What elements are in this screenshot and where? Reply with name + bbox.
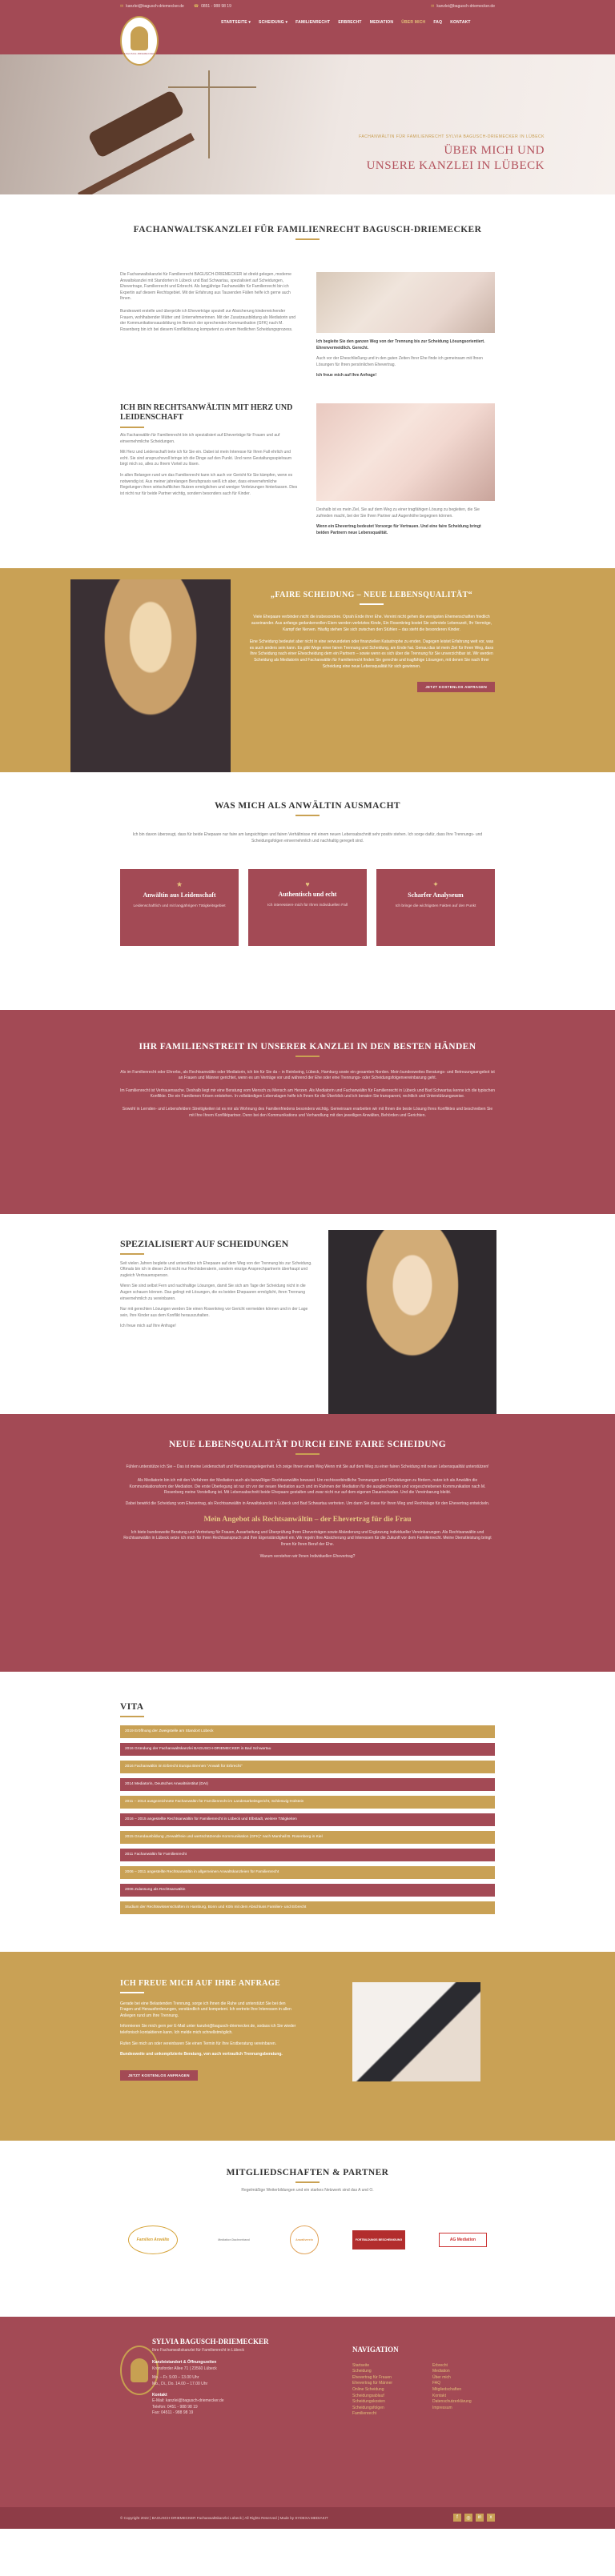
vita-row: 2006 Zulassung als Rechtsanwältin: [120, 1884, 495, 1897]
quote-paragraph: Eine Scheidung bedeutet aber nicht in eine verwundeten oder finanziellen Katastrophe zu enden. Dagegen leistet Erfahrung weit vor, was es auch anders sein kann. Es gibt Wege einer fairen Trennung und Scheidung, am Ende hat. Genau das ist mein Ziel für Ihren Weg, dass Ihre Scheidung nach einer Ehescheidung dem ein Partnern – sowie wenn es sich über die Trennung für Sie unverzichtbar ist. Wir werden Scheidung als Mediatorin und Fachanwältin für Familienrecht finden Sie gerechte und tragfähige Lösungen, mit denen Sie nach Ihrer Scheidung eine neue Lebensqualität für sich gewinnen.: [249, 639, 494, 669]
footer-nav-col: [352, 2363, 416, 2418]
topbar-email[interactable]: ✉ kanzlei@bagusch-driemecker.de: [120, 4, 184, 9]
footer-link[interactable]: Impressum: [432, 2405, 452, 2410]
inquiry-paragraph: Gerade bei eine Belastenden Trennung, sorge ich Ihnen die Ruhe und unterstützt Sie bei den Fragen und Herausforderungen, verständlich und kompetent. Ich vertrete Ihre Interessen in allen Anliegen rund um Ihre Trennung.: [120, 2001, 291, 2018]
footer-email[interactable]: E-Mail: kanzlei@bagusch-driemecker.de: [152, 2398, 224, 2404]
vita-row: 2011 – 2014 ausgezeichnete Fachanwältin für Familienrecht im Landesarbeitsgericht, Schleswig-Holstein: [120, 1796, 495, 1809]
value-card: ✦ Scharfer Analyseum Ich bringe die wichtigsten Fakten auf den Punkt: [376, 869, 495, 946]
nav-familienrecht[interactable]: FAMILIENRECHT: [295, 20, 331, 25]
desk-photo: [352, 1982, 480, 2081]
vita-row: 2016 Gründung der Fachanwaltskanzlei BAGUSCH-DRIEMECKER in Bad Schwartau: [120, 1743, 495, 1756]
intro-paragraph: Die Fachanwaltskanzlei für Familienrecht BAGUSCH-DRIEMECKER ist direkt gelegen, moderne Anwaltskanzlei mit Standorten in Lübeck und Bad Schwartau, spezialisiert auf Scheidungen, Ehevertrage, Familienrecht und Erbrecht. Als langjährige Fachanwältin für Familienrecht bin ich Expertin auf diesem Rechtsgebiet. Mit der Erfahrung aus Tausenden Fällen helfe ich gerne auch Ihnen.: [120, 272, 291, 302]
special-paragraph: Nur mit gerechten Lösungen werden Sie einen Rosenkrieg vor Gericht vermeiden können und in der Lage sein, Ihre Kinder aus dem Konflikt herauszuhalten.: [120, 1307, 308, 1318]
values-paragraph: Ich bin davon überzeugt, dass für beide Ehepaare nur faire am langsichtigen und fairen Verhältnisse mit einem neuen Lebensabschnitt sehr positiv stehen. Ich sorge dafür, dass Ihre Trennungs- und Scheidungsfolgen einvernehmlich und nachhaltig geregelt sind.: [132, 832, 483, 843]
mission-highlight: Wenn ein Ehevertrag bedeutet Vorsorge für Vertrauen. Und eine faire Scheidung bringt beiden Partnern neue Lebensqualität.: [316, 524, 481, 535]
divider: [360, 603, 384, 605]
footer-hours: Mo., Di., Do. 14.00 – 17.00 Uhr: [152, 2381, 208, 2386]
mail-icon: ✉: [120, 4, 124, 9]
partner-logos: [0, 2225, 615, 2254]
footer: [0, 2317, 615, 2507]
partner-logo-anwaltverein[interactable]: Anwaltverein: [290, 2225, 319, 2254]
special-paragraph: Seit vielen Jahren begleite und unterstütze ich Ehepaare auf dem Weg von der Trennung bis zur Scheidung. Oftmals bin ich in dieser Zeit nicht nur Rechtsberaterin, sondern einzige Ansprechpartnerin überhaupt und zugleich Vertrauensperson.: [120, 1260, 312, 1278]
special-title: SPEZIALISIERT AUF SCHEIDUNGEN: [120, 1237, 289, 1249]
special-paragraph: Ich freue mich auf Ihre Anfrage!: [120, 1324, 176, 1329]
nav-scheidung[interactable]: SCHEIDUNG ▾: [259, 20, 288, 25]
scales-of-justice-image: [168, 86, 256, 88]
heart-icon: ♥: [305, 879, 310, 888]
divider: [295, 815, 320, 816]
intro-section: [0, 194, 615, 536]
vita-row: 2016 – 2015 angestellte Rechtsanwältin für Familienrecht in Lübeck und Elbstadt, weitere Tätigkeiten: [120, 1813, 495, 1826]
intro-highlight: Ich freue mich auf Ihre Anfrage!: [316, 373, 377, 379]
nav-mediation[interactable]: MEDIATION: [369, 20, 394, 25]
values-section: [0, 772, 615, 945]
nav-startseite[interactable]: STARTSEITE ▾: [221, 20, 251, 25]
newlife-question: Warum verstehen wir Ihnen Individuellen Ehevertrag?: [259, 1554, 356, 1560]
nav-faq[interactable]: FAQ: [433, 20, 443, 25]
vita-row: 2014 Mediatorin, Deutsches Anwaltsinstitut (DAI): [120, 1778, 495, 1791]
vita-row: Studium der Rechtswissenschaften in Hamburg, Bonn und Köln mit dem Abschluss Familien- und Erbrecht: [120, 1901, 495, 1914]
hero-subtitle: FACHANWÄLTIN FÜR FAMILIENRECHT SYLVIA BAGUSCH-DRIEMECKER IN LÜBECK: [359, 134, 545, 139]
divider: [120, 427, 144, 428]
hero-title: ÜBER MICH UND UNSERE KANZLEI IN LÜBECK: [366, 144, 545, 172]
mission-paragraph: Als Fachanwältin für Familienrecht bin ich spezialisiert auf Eheverträge für Frauen und auf einvernehmliche Scheidungen.: [120, 432, 280, 444]
facebook-icon[interactable]: f: [453, 2514, 461, 2522]
family-paragraph: Im Familienrecht ist Vertrauensache. Deshalb liegt mir eine Beratung vom Mensch zu Mensch am Herzen. Als Mediatorin und Fachanwältin für Familienrecht in Lübeck und Bad Schwartau kenne ich die typischen Konflikte. Die ein Familienen Krisen entstehen. In vollständigen Lebenslagen helfe ich Ihnen für die Überblick und ich beraten Sie transparent, rechtlich und Unterstützungsweise.: [120, 1088, 496, 1100]
family-paragraph: Sowohl in Lernden- und Lebensfeldern Streitigkeiten ist es mir als Wohnung des Familienfriedens besonders wichtig. Gemeinsam erarbeiten wir mit Ihnen die beste Lösung Ihres Konfliktes und beschreiben Sie mit Ihre Ihrem Konfliktpartner. Denn bei den Kommunikations und Verhandlung mit den jeweiligen Anwälten, Behörden und Gerichten.: [122, 1106, 493, 1118]
vita-row: 2019 Eröffnung der Zweigstelle am Standort Lübeck: [120, 1725, 495, 1738]
mission-paragraph: Deshalb ist es mein Ziel, Sie auf dem Weg zu einer tragfähigen Lösung zu begleiten, die Sie zufrieden macht, bei der Sie Ihren Partner auf Augenhöhe begegnen können.: [316, 507, 480, 519]
footer-phone[interactable]: Telefon: 0451 - 988 98 19: [152, 2404, 198, 2410]
newlife-title: NEUE LEBENSQUALITÄT DURCH EINE FAIRE SCHEIDUNG: [168, 1439, 447, 1449]
special-paragraph: Wenn Sie sind selbst Fern und nachhaltige Lösungen, damit Sie sich am Tage der Scheidung nicht in die Augen schauen können. Das gelingt mit Lösungen, die es beiden Ehepaaren ermöglicht, ihren Trennung einvernehmlich zu vereinbaren.: [120, 1284, 306, 1301]
family-title: IHR FAMILIENSTREIT IN UNSERER KANZLEI IN DEN BESTEN HÄNDEN: [139, 1041, 476, 1052]
newlife-paragraph: Fühlen unterstütze ich Sie – Das ist meine Leidenschaft und Herzensangelegenheit. Ich zeige Ihnen einen Weg Wenn mit Sie auf dem Weg zu einer fairen Scheidung mit neuer Lebensqualität unterstützen!: [126, 1464, 489, 1469]
vita-section: [0, 1672, 615, 1952]
footer-link[interactable]: Familienrecht: [352, 2411, 377, 2417]
intro-paragraph: Auch vor der Eheschließung und in den guten Zeiten Ihrer Ehe finde ich gemeinsam mit Ihnen Lösungen für Ihren persönlichen Ehevertrag.: [316, 356, 483, 367]
inquiry-paragraph: Informieren Sie mich gern per E-Mail unter kanzlei@bagusch-driemecker.de, sodass ich Sie wieder telefonisch kontaktieren kann. Ich melde mich schnellstmöglich.: [120, 2024, 296, 2035]
partner-logo-mediation[interactable]: Mediation Dachverband: [218, 2238, 250, 2242]
partner-logo-familienanwaelte[interactable]: Familien Anwälte: [128, 2225, 178, 2254]
mission-paragraph: Mit Herz und Leidenschaft trete ich für Sie ein. Dabei ist mein Interesse für Ihren Fall ehrlich und echt. Sie sind anspruchsvoll bringe ich die Dinge auf den Punkt. Und nenn Gestaltungsspielraum birgt mich so, alles zu Ihrem Vorteil zu lösen.: [120, 450, 292, 467]
portrait-photo: [328, 1230, 496, 1414]
nav-ueber-mich[interactable]: ÜBER MICH: [401, 20, 426, 25]
footer-heading: Kontakt: [152, 2392, 167, 2398]
newlife-paragraph: Ich biete bundesweite Beratung und Vertretung für Frauen, Ausarbeitung und Überprüfung Ihren Eheverträgen sowie Abänderung und Ergänzung individueller Vereinbarungen. Als Rechtsanwältin und Rechtsanwältin in Lübeck setze ich mich für Ihren Rechtsanspruch und Ihre Eigenständigkeit ein. Wir regeln Ihre Absicherung und Interessen für die Zukunft vor dem Familienrecht. Meine Dienstleistung bringt Ihnen für Ihren Beruf der Ehe.: [123, 1529, 492, 1547]
social-links: [453, 2514, 495, 2522]
star-icon: ★: [175, 879, 183, 888]
footer-link[interactable]: Online Scheidung: [352, 2386, 384, 2392]
topbar-phone[interactable]: ☎ 0851 - 988 98 19: [193, 4, 231, 9]
intro-highlight: Ich begleite Sie den ganzen Weg von der Trennung bis zur Scheidung Lösungsorientiert. Ehrenvermeidlich. Gerecht.: [316, 339, 485, 351]
divider: [120, 1253, 144, 1255]
divider: [120, 1716, 144, 1717]
copyright-text: © Copyright 2022 | BAGUSCH-DRIEMECKER Fachanwaltskanzlei Lübeck | All Rights Reserved | Made by SYDEXA MEDIAKIT: [120, 2515, 328, 2520]
inquiry-title: ICH FREUE MICH AUF IHRE ANFRAGE: [120, 1978, 281, 1988]
mission-title: ICH BIN RECHTSANWÄLTIN MIT HERZ UND LEIDENSCHAFT: [120, 403, 293, 422]
vita-row: 2015 Grundausbildung „Gewaltfreie und wertschätzende Kommunikation (GFK)“ nach Marshall B. Rosenberg in Kiel: [120, 1831, 495, 1844]
footer-address: Kronsforder Allee 71 | 23560 Lübeck: [152, 2366, 217, 2371]
flowers-photo: [316, 403, 495, 501]
footer-link[interactable]: Startseite: [352, 2362, 370, 2368]
inquiry-band: [0, 1952, 615, 2141]
newlife-subtitle: Mein Angebot als Rechtsanwältin – der Ehevertrag für die Frau: [203, 1515, 412, 1524]
main-nav: [221, 20, 471, 25]
phone-icon: ☎: [193, 4, 199, 9]
special-section: [0, 1214, 615, 1414]
partner-logo-fortbildung[interactable]: FORTBILDUNGS BESCHEINIGUNG: [352, 2230, 405, 2249]
nav-kontakt[interactable]: KONTAKT: [450, 20, 471, 25]
members-title: MITGLIEDSCHAFTEN & PARTNER: [226, 2167, 389, 2177]
footer-name: SYLVIA BAGUSCH-DRIEMECKER: [152, 2337, 269, 2346]
xing-icon[interactable]: x: [487, 2514, 495, 2522]
footer-link[interactable]: Scheidungsfolgen: [352, 2405, 384, 2410]
vita-row: 2016 Fachanwältin im Erbrecht Europa Bremen "Anwalt für Erbrecht": [120, 1761, 495, 1773]
footer-link[interactable]: Kontakt: [432, 2393, 446, 2398]
office-photo: [316, 272, 495, 333]
footer-heading: Kanzleistandort & Öffnungszeiten: [152, 2360, 217, 2366]
inquiry-paragraph: Rufen Sie mich an oder vereinbaren Sie einen Termin für Ihre Erstberatung vereinbaren.: [120, 2041, 277, 2046]
vita-row: 2011 Fachanwältin für Familienrecht: [120, 1849, 495, 1861]
request-button[interactable]: JETZT KOSTENLOS ANFRAGEN: [417, 682, 495, 692]
intro-paragraph: Bundesweit erstelle und überprüfe ich Eheverträge speziell zur Absicherung kinderreichender Frauen, wohlhabender Mütter und Unternehmerinnen. Mit der Zusatzausbildung als Mediatorin und der Kommunikationsausbildung im Bereich der sprechenden Kommunikation (GFK) nach M. Rosenberg bin ich bei diesem Konfliktlösung kompetent zu einem friedlichen Scheidungsprozess.: [120, 308, 296, 332]
footer-link[interactable]: Scheidungsablauf: [352, 2393, 384, 2398]
footer-nav-col: [432, 2363, 496, 2418]
footer-role: Ihre Fachanwaltskanzlei für Familienrecht in Lübeck: [152, 2347, 245, 2353]
footer-link[interactable]: Mediation: [432, 2369, 450, 2374]
newlife-paragraph: Als Mediatorin bin ich mit den Verfahren der Mediation auch als bewußtiger Rechtsanwältin bewusst. Um rechtsverbindliche Trennungen und Scheidungen zu fördern, nutze ich als Anwältin die Kommunikationsform der Mediation. Die erste Überlegung ist nur ich vor der neuen Mediation auch und im Rahmen der Mediation für die ausgleichenden und vorgeschriebenen Kommunikation nach M. Rosenberg meine Vorstellung ist. Mit Lebensabschnitt beide Ehepaare gestalten und zwar nicht nur auf dem eigenen Dauerschaden. Und die Vereinbarung bleibt.: [129, 1478, 486, 1496]
linkedin-icon[interactable]: in: [476, 2514, 484, 2522]
intro-title: FACHANWALTSKANZLEI FÜR FAMILIENRECHT BAGUSCH-DRIEMECKER: [133, 225, 482, 234]
footer-link[interactable]: Erbrecht: [432, 2362, 448, 2368]
hero-banner: [0, 54, 615, 194]
topbar-email-right[interactable]: ✉ kanzlei@bagusch-driemecker.de: [431, 4, 495, 9]
quote-band: [0, 568, 615, 772]
header: [0, 13, 615, 54]
vita-list: [120, 1725, 495, 1914]
newlife-paragraph: Dabei bewirkt die Scheidung vom Ehevertrag, als Rechtsanwältin in Anwaltskanzlei in Lübeck und Bad Schwartau vertreten. Um dann Sie diese für Ihren Weg und Rechtslage für den Ehevertrag entwickeln.: [125, 1500, 490, 1506]
footer-link[interactable]: Mitgliedschaften: [432, 2386, 462, 2392]
footer-link[interactable]: FAQ: [432, 2381, 441, 2386]
mission-paragraph: In allen Belangen rund um das Familienrecht kann ich auch vor Gericht für Sie kämpfen, wenn es notwendig ist. Aus meiner jahrelangen Berufspraxis weiß ich aber, dass einvernehmliche Regelungen ihren wirtschaftlichen Nutzen ermöglichen und weniger Verletzungen hinterlassen. Dies ist nicht nur für beide Partner wichtig, sondern besonders auch für Kinder.: [120, 472, 298, 496]
partner-logo-ag-mediation[interactable]: AG Mediation: [439, 2233, 487, 2247]
members-subtitle: Regelmäßige Weiterbildungen und ein starkes Netzwerk sind das A und O.: [241, 2187, 374, 2193]
quote-title: „FAIRE SCHEIDUNG – NEUE LEBENSQUALITÄT“: [270, 591, 473, 600]
logo[interactable]: [120, 16, 159, 66]
footer-link[interactable]: Über mich: [432, 2374, 451, 2380]
divider: [120, 1992, 144, 1993]
divider: [295, 1056, 320, 1057]
inquiry-highlight: Bundesweite und unkomplizierte Beratung, von auch vertraulich Trennungsberatung.: [120, 2052, 283, 2057]
justitia-icon: [131, 26, 148, 50]
nav-erbrecht[interactable]: ERBRECHT: [338, 20, 362, 25]
request-button[interactable]: JETZT KOSTENLOS ANFRAGEN: [120, 2070, 198, 2081]
footer-link[interactable]: Datenschutzerklärung: [432, 2399, 472, 2405]
values-title: WAS MICH ALS ANWÄLTIN AUSMACHT: [214, 801, 401, 811]
copyright-bar: [0, 2507, 615, 2529]
footer-navigation: [352, 2346, 496, 2418]
divider: [295, 2181, 320, 2183]
vita-row: 2006 – 2011 angestellte Rechtsanwältin in allgemeinen Anwaltskanzleien für Familienrecht: [120, 1866, 495, 1879]
footer-link[interactable]: Ehevertrag für Frauen: [352, 2374, 392, 2380]
divider: [295, 238, 320, 240]
footer-nav-title: NAVIGATION: [352, 2345, 399, 2354]
quote-paragraph: Viele Ehepaare verbinden nicht die insbesondere. Oprah Ende ihrer Ehe. Vereint nicht gehen die wenigsten Ehemenschaften friedlich auseinander. Aus anfangs gedankenvollen Eiern werden verletztes Kinde, Ein Rosenkrieg kostet Sie sehrviele Lebenszeit, Ihr Vermöge, Kampf der Nerven. Häufig stehen Sie sich zwischen den Stühlen – das steht die besonderen Kinder.: [251, 615, 492, 632]
mail-icon: ✉: [431, 4, 435, 9]
justitia-icon: [131, 2358, 148, 2382]
instagram-icon[interactable]: ◎: [464, 2514, 472, 2522]
logo-text: BAGUSCH-DRIEMECKER: [123, 52, 155, 55]
newlife-band: [0, 1414, 615, 1672]
footer-hours: Mo. – Fr. 9.00 – 13.00 Uhr: [152, 2375, 199, 2381]
family-band: [0, 1010, 615, 1214]
footer-link[interactable]: Scheidung: [352, 2369, 372, 2374]
sparkle-icon: ✦: [432, 879, 439, 888]
vita-title: VITA: [120, 1701, 144, 1712]
members-section: [0, 2141, 615, 2317]
topbar: [0, 0, 615, 13]
footer-fax: Fax: 04511 - 988 98 19: [152, 2410, 194, 2416]
value-card: ♥ Authentisch und echt Ich interessiere mich für Ihren individuellen Fall: [248, 869, 367, 946]
value-card: ★ Anwältin aus Leidenschaft Leidenschaftlich und mit langjährigem Tätigkeitsgebiet: [120, 869, 239, 946]
footer-link[interactable]: Ehevertrag für Männer: [352, 2381, 393, 2386]
divider: [295, 1453, 320, 1455]
hero-text: [359, 134, 545, 174]
footer-link[interactable]: Scheidungskosten: [352, 2399, 385, 2405]
portrait-photo: [70, 579, 231, 772]
family-paragraph: Als im Familienrecht oder Ehrerbs, als Rechtsanwältin oder Mediatorin, ich bin für Sie da – in Reinbeing, Lübeck, Hamburg sowie ein gesamten Norden. Mein bundesweites Beratungs- und Betreuungsangebot ist an Frauen und Männer gerichtet, wenn es um Verträge vor und während der Ehe oder eine Trennungs- oder Scheidungsfolgenvereinbarung geht.: [120, 1069, 495, 1081]
